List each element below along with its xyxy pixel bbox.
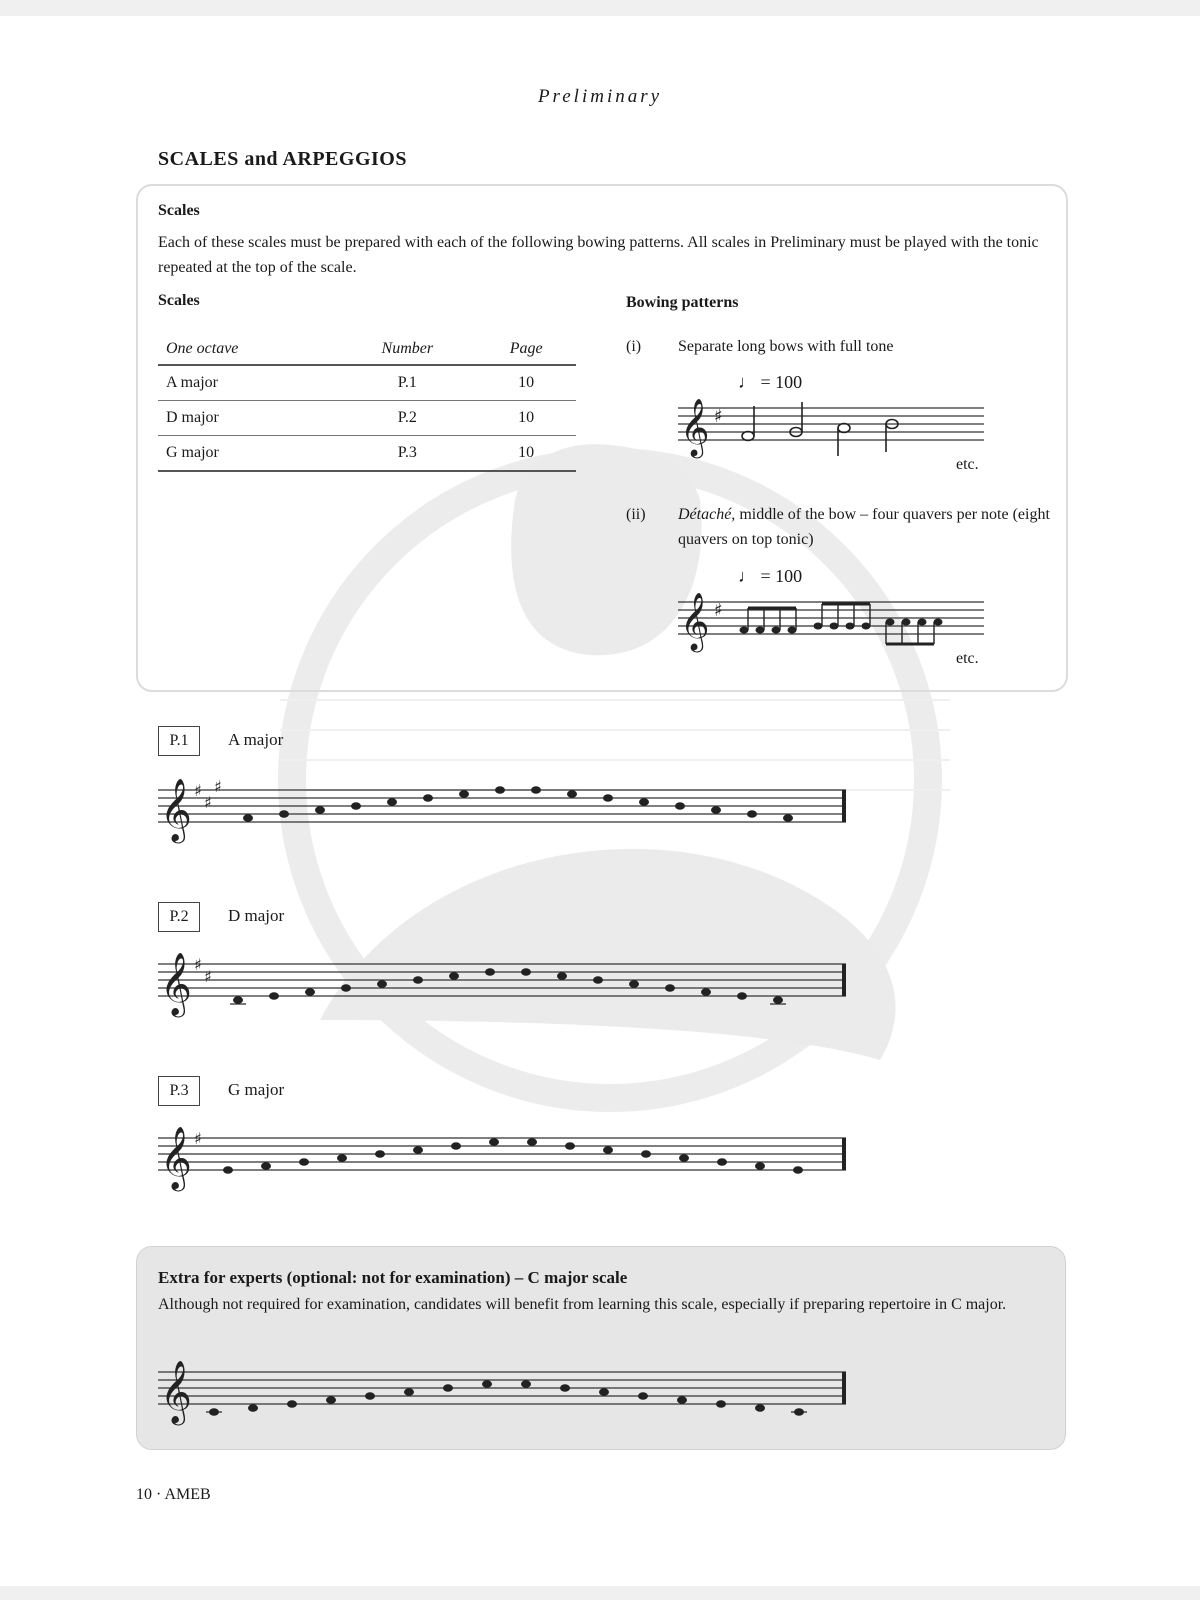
scales-instructions: Each of these scales must be prepared with each of the following bowing patterns. All scales in Preliminary must be played with the tonic repeated at the top of the scale.	[158, 234, 1039, 276]
pattern-2-etc: etc.	[956, 650, 979, 667]
sharp-icon: ♯	[194, 781, 202, 800]
sharp-icon: ♯	[194, 955, 202, 974]
pattern-1-tempo: ♩ = 100	[738, 372, 803, 392]
table-cell-page: 10	[476, 401, 576, 436]
pattern-1-text: Separate long bows with full tone	[678, 338, 894, 355]
extra-text: Although not required for examination, candidates will benefit from learning this scale, especially if preparing repertoire in C major.	[158, 1296, 1007, 1313]
scale-name: A major	[228, 730, 284, 749]
sharp-icon: ♯	[204, 967, 212, 986]
a-major-staff	[158, 770, 848, 850]
quaver-group-icon	[740, 608, 797, 634]
pattern-2-staff	[678, 586, 984, 658]
pattern-2-text	[678, 502, 1058, 552]
treble-clef-icon: 𝄞	[160, 778, 192, 841]
treble-clef-icon: 𝄞	[160, 1360, 192, 1423]
table-cell-number: P.1	[338, 365, 476, 401]
scales-table	[158, 334, 576, 472]
sharp-icon: ♯	[214, 777, 222, 796]
page-footer: 10 · AMEB	[136, 1486, 211, 1503]
table-cell-scale: G major	[158, 436, 338, 472]
table-cell-page: 10	[476, 436, 576, 472]
g-major-staff	[158, 1118, 848, 1198]
quaver-group-icon	[886, 619, 943, 645]
scale-number-badge: P.1	[158, 726, 200, 756]
pattern-2-text-body: middle of the bow – four quavers per note (eight quavers on top tonic)	[678, 506, 1050, 548]
sharp-icon: ♯	[204, 793, 212, 812]
scale-notes	[223, 1138, 803, 1174]
scales-table-heading: Scales	[158, 292, 200, 309]
scale-number-badge: P.2	[158, 902, 200, 932]
treble-clef-icon: 𝄞	[160, 952, 192, 1015]
pattern-1-etc: etc.	[956, 456, 979, 473]
scale-notes	[243, 786, 793, 822]
scale-name: G major	[228, 1080, 285, 1099]
scale-name: D major	[228, 906, 285, 925]
treble-clef-icon: 𝄞	[680, 398, 710, 456]
sharp-icon: ♯	[714, 406, 723, 427]
scale-number-badge: P.3	[158, 1076, 200, 1106]
column-header-number: Number	[338, 334, 476, 365]
table-cell-number: P.2	[338, 401, 476, 436]
scale-notes	[206, 1380, 807, 1416]
pattern-2-marker: (ii)	[626, 506, 646, 523]
table-cell-number: P.3	[338, 436, 476, 472]
scale-notes	[230, 968, 786, 1004]
table-cell-scale: D major	[158, 401, 338, 436]
treble-clef-icon: 𝄞	[160, 1126, 192, 1189]
column-header-octave: One octave	[158, 334, 338, 365]
c-major-staff	[158, 1352, 848, 1432]
scales-box-heading: Scales	[158, 202, 200, 219]
column-header-page: Page	[476, 334, 576, 365]
table-header-row	[158, 334, 576, 365]
table-row	[158, 436, 576, 472]
pattern-2-italic: Détaché,	[678, 506, 736, 523]
table-row	[158, 365, 576, 401]
page-edge-bottom	[0, 1586, 1200, 1600]
half-note-icon	[838, 424, 850, 433]
sharp-icon: ♯	[714, 600, 723, 621]
table-row	[158, 401, 576, 436]
table-cell-scale: A major	[158, 365, 338, 401]
section-title: SCALES and ARPEGGIOS	[158, 148, 407, 170]
pattern-1-marker: (i)	[626, 338, 642, 355]
extra-title: Extra for experts (optional: not for examination) – C major scale	[158, 1268, 628, 1287]
running-head: Preliminary	[537, 86, 663, 107]
pattern-2-tempo: ♩ = 100	[738, 566, 803, 586]
bowing-patterns-heading: Bowing patterns	[626, 294, 739, 311]
table-cell-page: 10	[476, 365, 576, 401]
half-note-icon	[742, 432, 754, 441]
sharp-icon: ♯	[194, 1129, 202, 1148]
d-major-staff	[158, 944, 848, 1024]
treble-clef-icon: 𝄞	[680, 592, 710, 650]
pattern-1-staff	[678, 392, 984, 464]
page-edge-top	[0, 0, 1200, 16]
